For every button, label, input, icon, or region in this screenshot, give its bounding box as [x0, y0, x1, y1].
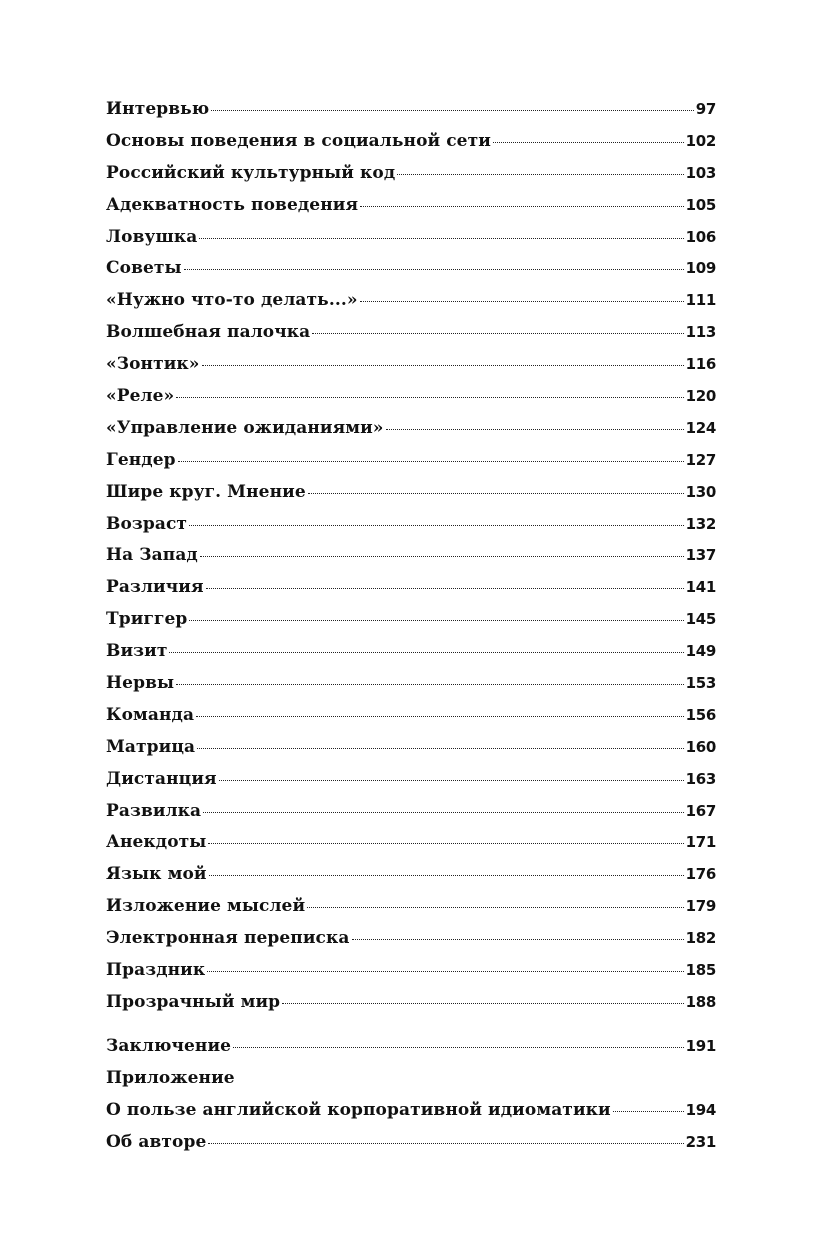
toc-entry-title: «Зонтик» — [106, 354, 200, 375]
toc-entry — [106, 258, 716, 290]
toc-entry-title: Российский культурный код — [106, 162, 396, 183]
toc-entry-title: «Управление ожиданиями» — [106, 417, 384, 438]
toc-entry — [106, 354, 716, 386]
toc-entry-page: 97 — [695, 100, 716, 118]
toc-entry-page: 103 — [685, 163, 716, 182]
toc-entry — [106, 577, 716, 609]
toc-entry-about-author — [106, 1132, 716, 1164]
toc-entry — [106, 705, 716, 737]
toc-entry-page: 116 — [685, 355, 716, 374]
toc-entry-page: 145 — [685, 610, 716, 629]
toc-entry-page: 160 — [685, 737, 716, 756]
toc-entry-title: Анекдоты — [106, 832, 207, 853]
dot-leader — [312, 333, 683, 334]
dot-leader — [209, 875, 684, 876]
toc-entry — [106, 290, 716, 322]
dot-leader — [199, 238, 683, 239]
dot-leader — [308, 493, 684, 494]
toc-entry-page: 111 — [685, 291, 716, 310]
dot-leader — [613, 1111, 684, 1112]
toc-entry-title: Советы — [106, 258, 182, 279]
toc-entry-title: Интервью — [106, 99, 210, 119]
toc-entry-title: «Реле» — [106, 386, 175, 407]
dot-leader — [493, 142, 684, 143]
table-of-contents — [106, 99, 716, 1163]
appendix-heading: Приложение — [106, 1067, 235, 1088]
toc-entry-title: Нервы — [106, 673, 175, 694]
dot-leader — [189, 525, 684, 526]
toc-entry-page: 167 — [685, 801, 716, 820]
dot-leader — [202, 365, 684, 366]
toc-entry-page: 188 — [685, 992, 716, 1011]
toc-entry-title: Ловушка — [106, 226, 198, 247]
dot-leader — [307, 907, 683, 908]
dot-leader — [208, 1143, 683, 1144]
dot-leader — [386, 429, 684, 430]
toc-entry-page: 106 — [685, 227, 716, 246]
toc-entry-page: 113 — [685, 323, 716, 342]
toc-entry-title: Возраст — [106, 513, 188, 534]
toc-entry — [106, 545, 716, 577]
toc-entry — [106, 131, 716, 163]
toc-entry-page: 105 — [685, 195, 716, 214]
toc-entry-title: Адекватность поведения — [106, 194, 359, 215]
toc-entry-page: 102 — [685, 131, 716, 150]
toc-entry — [106, 322, 716, 354]
toc-entry — [106, 769, 716, 801]
toc-entry — [106, 960, 716, 992]
toc-entry — [106, 609, 716, 641]
toc-entry-page: 124 — [685, 418, 716, 437]
toc-entry — [106, 450, 716, 482]
toc-entry-page: 137 — [685, 546, 716, 565]
toc-entry-title: Изложение мыслей — [106, 896, 306, 917]
toc-entry-title: «Нужно что-то делать...» — [106, 290, 358, 311]
toc-entry — [106, 801, 716, 833]
toc-entry-title: Различия — [106, 577, 204, 598]
toc-entry-page: 182 — [685, 929, 716, 948]
toc-entry-page: 194 — [685, 1100, 716, 1119]
dot-leader — [176, 684, 683, 685]
toc-entry-title: Волшебная палочка — [106, 322, 311, 343]
toc-entry — [106, 99, 716, 131]
toc-entry-title: Язык мой — [106, 864, 207, 885]
toc-entry-page: 171 — [685, 833, 716, 852]
toc-entry — [106, 482, 716, 514]
toc-entry — [106, 386, 716, 418]
dot-leader — [397, 174, 683, 175]
dot-leader — [197, 748, 683, 749]
toc-entry-page: 127 — [685, 450, 716, 469]
toc-entry-title: Об авторе — [106, 1131, 207, 1152]
dot-leader — [208, 843, 683, 844]
toc-entry — [106, 418, 716, 450]
toc-entry — [106, 163, 716, 195]
toc-entry-page: 153 — [685, 674, 716, 693]
toc-entry-title: Заключение — [106, 1035, 232, 1056]
toc-entry-page: 185 — [685, 961, 716, 980]
toc-entry — [106, 737, 716, 769]
dot-leader — [176, 397, 683, 398]
toc-entry-title: Праздник — [106, 960, 206, 981]
toc-entry-page: 132 — [685, 514, 716, 533]
dot-leader — [219, 780, 684, 781]
dot-leader — [207, 971, 683, 972]
dot-leader — [233, 1047, 683, 1048]
toc-entry-page: 156 — [685, 705, 716, 724]
toc-entry-title: Основы поведения в социальной сети — [106, 130, 491, 151]
toc-entry — [106, 227, 716, 259]
toc-entry-page: 141 — [685, 578, 716, 597]
dot-leader — [211, 110, 693, 111]
toc-entry-page: 179 — [685, 897, 716, 916]
toc-entry-title: Триггер — [106, 609, 188, 630]
dot-leader — [203, 812, 683, 813]
dot-leader — [169, 652, 683, 653]
toc-entry-page: 130 — [685, 482, 716, 501]
toc-entry-page: 109 — [685, 259, 716, 278]
toc-entry-page: 231 — [685, 1132, 716, 1151]
dot-leader — [352, 939, 684, 940]
toc-entry — [106, 514, 716, 546]
toc-entry-page: 120 — [685, 387, 716, 406]
toc-entry-page: 176 — [685, 865, 716, 884]
dot-leader — [178, 461, 684, 462]
toc-entry-title: На Запад — [106, 545, 198, 566]
dot-leader — [206, 588, 684, 589]
toc-entry-title: Матрица — [106, 736, 196, 757]
toc-entry-title: Гендер — [106, 449, 176, 470]
toc-entry — [106, 992, 716, 1024]
toc-entry-title: Шире круг. Мнение — [106, 481, 306, 502]
toc-entry-page: 191 — [685, 1036, 716, 1055]
toc-main-list — [106, 99, 716, 1024]
toc-entry-title: Электронная переписка — [106, 928, 350, 949]
dot-leader — [282, 1003, 683, 1004]
toc-entry-title: Визит — [106, 641, 168, 662]
toc-entry — [106, 928, 716, 960]
toc-entry-title: О пользе английской корпоративной идиоматики — [106, 1099, 611, 1120]
toc-heading-appendix — [106, 1068, 716, 1100]
toc-entry-page: 149 — [685, 642, 716, 661]
toc-entry-title: Развилка — [106, 800, 202, 821]
dot-leader — [184, 269, 684, 270]
toc-entry-appendix — [106, 1100, 716, 1132]
toc-entry — [106, 864, 716, 896]
toc-entry — [106, 673, 716, 705]
dot-leader — [200, 556, 684, 557]
toc-entry-title: Команда — [106, 704, 195, 725]
dot-leader — [360, 301, 684, 302]
dot-leader — [189, 620, 683, 621]
toc-entry-title: Дистанция — [106, 768, 217, 789]
dot-leader — [360, 206, 683, 207]
toc-entry — [106, 832, 716, 864]
toc-entry-title: Прозрачный мир — [106, 991, 281, 1012]
dot-leader — [196, 716, 684, 717]
toc-entry-page: 163 — [685, 769, 716, 788]
section-gap — [106, 1024, 716, 1036]
toc-entry — [106, 641, 716, 673]
toc-entry-conclusion — [106, 1036, 716, 1068]
toc-entry — [106, 896, 716, 928]
toc-entry — [106, 195, 716, 227]
